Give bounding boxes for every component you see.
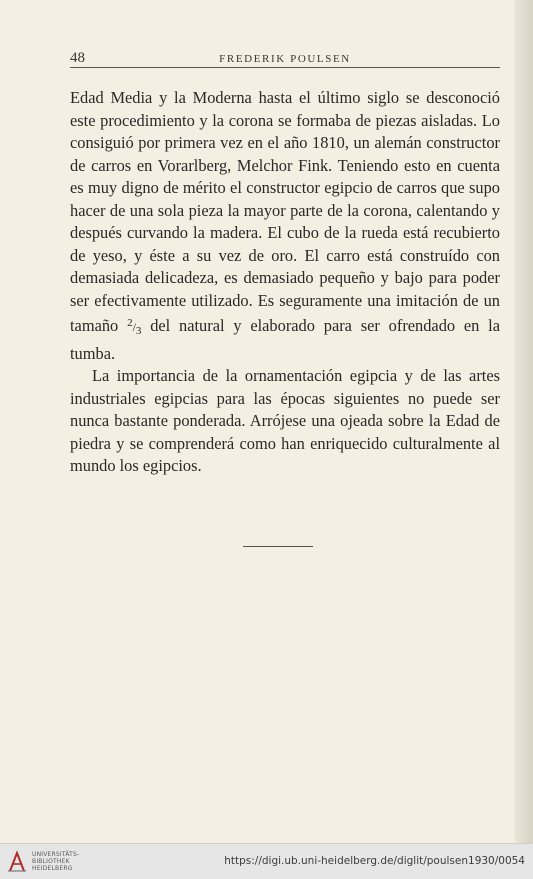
library-name-line: BIBLIOTHEK [32, 858, 70, 865]
fraction-denominator: 3 [135, 325, 142, 337]
permalink-url[interactable]: https://digi.ub.uni-heidelberg.de/diglit/poulsen1930/0054 [224, 855, 525, 867]
library-name [32, 851, 79, 872]
paragraph-text-end: del natural y elaborado para ser ofrendado en la tumba. [70, 316, 501, 363]
paragraph-text: Edad Media y la Moderna hasta el último siglo se desconoció este procedimiento y la corona se formaba de piezas aisladas. Lo consiguió por primera vez en el año 1810, un alemán constructor de carros en Vorarlberg, Melchor Fink. Teniendo esto en cuenta es muy digno de mérito el constructor egipcio de carros que supo hacer de una sola pieza la mayor parte de la corona, calentando y después curvando la madera. El cubo de la rueda está recubierto de yeso, y éste a su vez de oro. El carro está construído con demasiada delicadeza, es demasiado pequeño y bajo para poder ser efectivamente utilizado. Es seguramente una imitación de un tamaño [70, 88, 500, 335]
fraction-separator: / [132, 320, 136, 334]
page-number: 48 [70, 50, 85, 66]
section-end-rule [243, 546, 313, 547]
fraction [127, 317, 142, 337]
library-name-line: HEIDELBERG [32, 865, 73, 872]
body-text [70, 87, 500, 478]
library-name-line: UNIVERSITÄTS- [32, 851, 80, 858]
paragraph [70, 87, 500, 365]
viewer-footer [0, 843, 533, 879]
page-edge-shadow [515, 0, 533, 843]
library-seal-icon [6, 850, 28, 874]
fraction-numerator: 2 [127, 317, 133, 329]
running-head: FREDERIK POULSEN [219, 53, 351, 65]
page-header [70, 50, 500, 68]
paragraph: La importancia de la ornamentación egipcia y de las artes industriales egipcias para las épocas siguientes no puede ser nunca bastante ponderada. Arrójese una ojeada sobre la Edad de piedra y se comprenderá como han enriquecido culturalmente al mundo los egipcios. [70, 366, 500, 475]
